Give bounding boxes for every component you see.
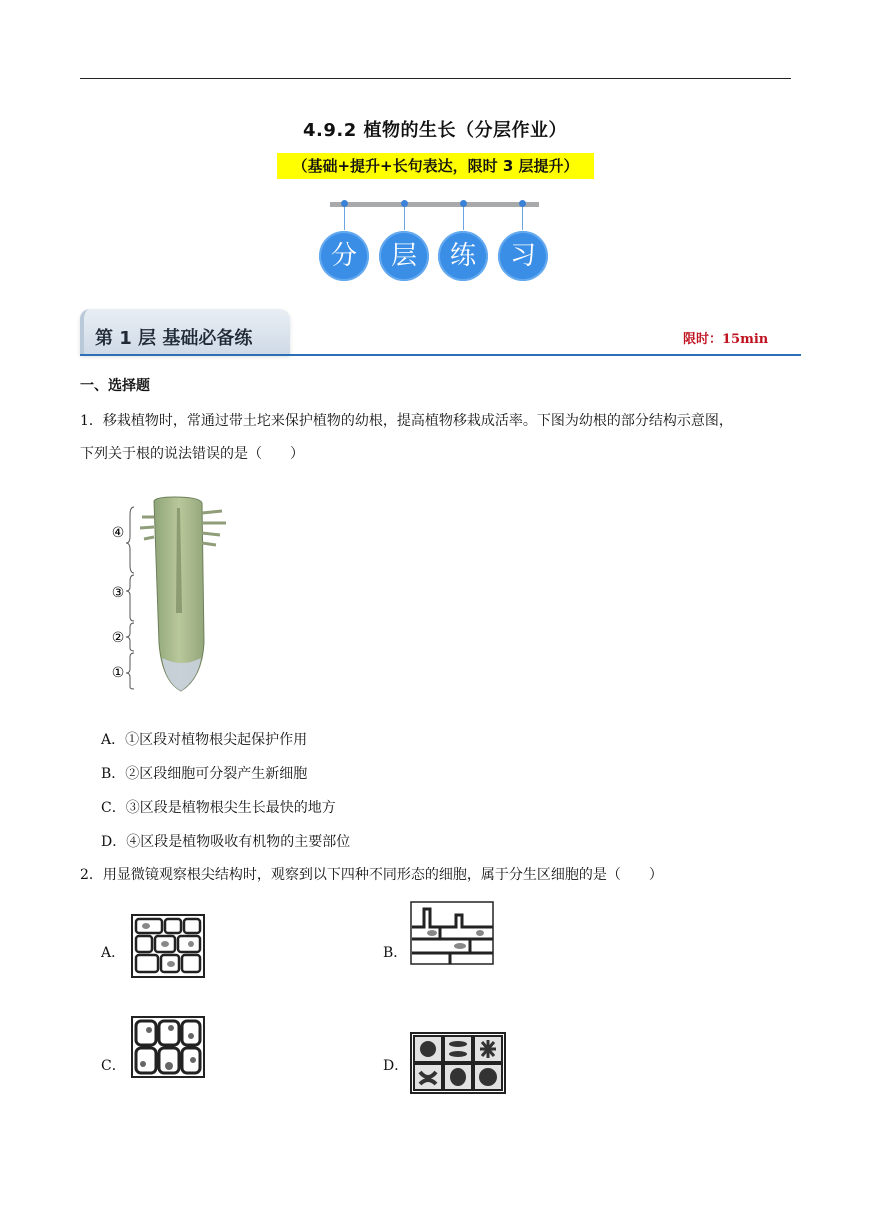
root-tip-figure — [104, 493, 234, 693]
bubble-4: 习 — [498, 231, 548, 281]
cell-image-b — [410, 901, 494, 965]
zone-label-2: ② — [111, 630, 125, 646]
question-2-stem: 2．用显微镜观察根尖结构时，观察到以下四种不同形态的细胞，属于分生区细胞的是（ ） — [80, 867, 663, 883]
cell-image-a — [131, 914, 205, 978]
question-2-option-a-letter: A． — [101, 945, 126, 961]
question-1-option-a: A．①区段对植物根尖起保护作用 — [101, 732, 308, 748]
timeline-bar — [330, 202, 539, 207]
page-title: 4.9.2 植物的生长（分层作业） — [302, 120, 567, 141]
layer-underline — [80, 354, 801, 356]
cell-image-c — [131, 1016, 205, 1078]
question-1-option-c: C．③区段是植物根尖生长最快的地方 — [101, 800, 336, 816]
question-1-option-d: D．④区段是植物吸收有机物的主要部位 — [101, 834, 351, 850]
timeline-dot — [519, 200, 526, 207]
question-1-stem-line2: 下列关于根的说法错误的是（ ） — [80, 446, 304, 462]
time-limit: 限时：15min — [683, 332, 769, 347]
bubble-1: 分 — [319, 231, 369, 281]
timeline-tick — [463, 206, 464, 230]
question-2-option-d-letter: D． — [383, 1058, 409, 1074]
question-2-option-c-letter: C． — [101, 1058, 126, 1074]
section-title: 一、选择题 — [80, 378, 150, 394]
timeline-dot — [460, 200, 467, 207]
bubble-3: 练 — [438, 231, 488, 281]
cell-image-d — [410, 1032, 506, 1094]
bubble-2: 层 — [379, 231, 429, 281]
question-1-stem-line1: 1．移栽植物时，常通过带土坨来保护植物的幼根，提高植物移栽成活率。下图为幼根的部分结构示意图， — [80, 413, 733, 429]
timeline-tick — [344, 206, 345, 230]
zone-label-1: ① — [111, 665, 125, 681]
header-rule — [80, 78, 791, 79]
timeline-dot — [401, 200, 408, 207]
timeline-dot — [341, 200, 348, 207]
question-2-option-b-letter: B． — [383, 945, 408, 961]
layer-tab-label: 第 1 层 基础必备练 — [95, 328, 253, 349]
zone-label-4: ④ — [111, 525, 125, 541]
zone-label-3: ③ — [111, 585, 125, 601]
page-subtitle: （基础+提升+长句表达，限时 3 层提升） — [277, 153, 594, 179]
timeline-tick — [522, 206, 523, 230]
timeline-tick — [404, 206, 405, 230]
question-1-option-b: B．②区段细胞可分裂产生新细胞 — [101, 766, 308, 782]
